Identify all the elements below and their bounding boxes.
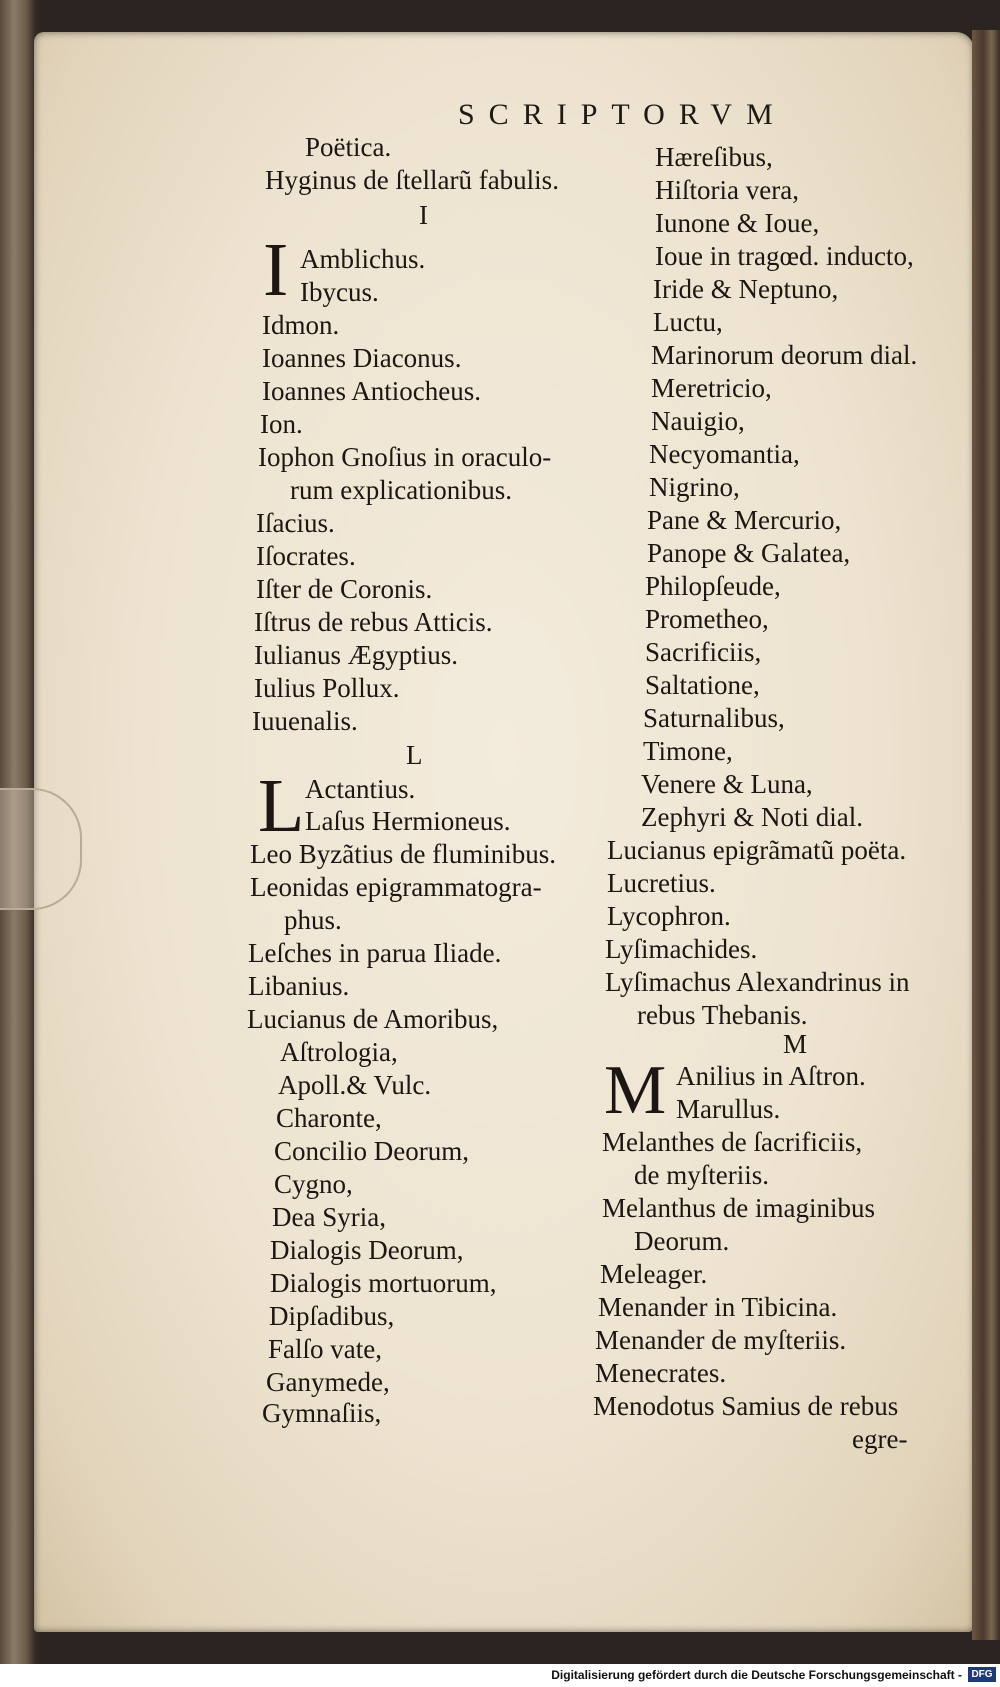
entry-left: Dipſadibus, [269, 1301, 395, 1331]
entry-right: Lucianus epigrãmatũ poëta. [607, 835, 907, 865]
page-clip-shadow [0, 788, 82, 910]
entry-right: Iunone & Ioue, [655, 208, 820, 238]
entry-left: Leſches in parua Iliade. [248, 938, 502, 968]
entry-left: Dea Syria, [272, 1202, 386, 1232]
entry-right: Meretricio, [651, 373, 772, 403]
entry-right: Necyomantia, [649, 439, 800, 469]
entry-left: Iulius Pollux. [254, 673, 400, 703]
entry-right: Pane & Mercurio, [647, 505, 842, 535]
entry-left: Apoll.& Vulc. [278, 1070, 432, 1100]
entry-right: Nigrino, [649, 472, 740, 502]
entry-right: Menander de myſteriis. [595, 1325, 847, 1355]
entry-right: Hæreſibus, [655, 142, 773, 172]
entry-right: Venere & Luna, [641, 769, 813, 799]
section-letter-m: M [783, 1029, 808, 1059]
entry-left: Iophon Gnoſius in oraculo- [258, 442, 552, 472]
entry-left: Charonte, [276, 1103, 382, 1133]
entry-left: Ion. [260, 409, 303, 439]
entry-right: Ioue in tragœd. inducto, [655, 241, 914, 271]
entry-right: Iride & Neptuno, [653, 274, 839, 304]
entry-left: Concilio Deorum, [274, 1136, 469, 1166]
entry-left: Iſocrates. [256, 541, 356, 571]
entry-right: de myſteriis. [634, 1160, 769, 1190]
entry-right: Melanthus de imaginibus [602, 1193, 875, 1223]
entry-right: Sacrificiis, [645, 637, 762, 667]
entry-right: Philopſeude, [645, 571, 781, 601]
entry-right: Deorum. [634, 1226, 730, 1256]
entry-right: rebus Thebanis. [637, 1000, 808, 1030]
entry-left: Falſo vate, [268, 1334, 382, 1364]
entry-right: Lycophron. [607, 901, 731, 931]
entry-right: Timone, [643, 736, 733, 766]
entry-left: Ioannes Antiocheus. [262, 376, 481, 406]
entry-left: Iſacius. [256, 508, 335, 538]
running-header: SCRIPTORVM [458, 98, 787, 131]
entry-left: Laſus Hermioneus. [305, 806, 511, 836]
entry-right: Menander in Tibicina. [598, 1292, 838, 1322]
entry-right: Lyſimachus Alexandrinus in [605, 967, 910, 997]
footer-credit: Digitalisierung gefördert durch die Deutsche Forschungsgemeinschaft - [551, 1668, 962, 1682]
entry-left: Leonidas epigrammatogra- [250, 872, 542, 902]
entry-right: Luctu, [653, 307, 723, 337]
entry-right: Lyſimachides. [605, 934, 758, 964]
entry-left: Cygno, [274, 1169, 353, 1199]
entry-left: Leo Byzãtius de fluminibus. [250, 839, 556, 869]
entry-right: Zephyri & Noti dial. [641, 802, 863, 832]
entry-right: Lucretius. [607, 868, 716, 898]
entry-right: Marinorum deorum dial. [651, 340, 918, 370]
digitization-footer [0, 1664, 1000, 1687]
entry-left: Aſtrologia, [280, 1037, 398, 1067]
drop-cap-l: L [258, 764, 305, 848]
entry-right: Menodotus Samius de rebus [593, 1391, 899, 1421]
entry-right: Prometheo, [645, 604, 769, 634]
entry-right: Menecrates. [595, 1358, 727, 1388]
catchword: egre- [852, 1424, 908, 1454]
entry-left: Dialogis mortuorum, [270, 1268, 497, 1298]
entry-right: Anilius in Aſtron. [676, 1061, 866, 1091]
entry-left: Iſter de Coronis. [256, 574, 433, 604]
entry-left: Libanius. [248, 971, 350, 1001]
entry-right: Marullus. [676, 1094, 781, 1124]
book-binding-edge [972, 30, 1000, 1640]
entry-left: Iſtrus de rebus Atticis. [254, 607, 493, 637]
entry-left: Ganymede, [266, 1367, 390, 1397]
entry-right: Saltatione, [645, 670, 760, 700]
entry-left: Poëtica. [305, 132, 392, 162]
section-letter-l: L [406, 740, 423, 770]
entry-left: Lucianus de Amoribus, [247, 1004, 499, 1034]
entry-left: Iulianus Ægyptius. [254, 640, 459, 670]
entry-right: Hiſtoria vera, [655, 175, 799, 205]
entry-left: Iuuenalis. [252, 706, 358, 736]
entry-left: rum explicationibus. [290, 475, 512, 505]
entry-left: Actantius. [305, 774, 416, 804]
entry-right: Meleager. [600, 1259, 708, 1289]
entry-right: Nauigio, [651, 406, 745, 436]
entry-left: Idmon. [262, 310, 340, 340]
entry-left: Ioannes Diaconus. [262, 343, 462, 373]
section-letter-i: I [419, 200, 428, 230]
entry-left: Gymnaſiis, [262, 1398, 382, 1428]
entry-left: phus. [284, 905, 342, 935]
drop-cap-m: M [604, 1052, 667, 1129]
entry-left: Dialogis Deorum, [270, 1235, 464, 1265]
entry-left: Amblichus. [300, 244, 426, 274]
entry-right: Panope & Galatea, [647, 538, 851, 568]
entry-right: Saturnalibus, [643, 703, 785, 733]
drop-cap-i: I [263, 228, 289, 312]
dfg-logo: DFG [968, 1667, 996, 1682]
entry-right: Melanthes de ſacrificiis, [602, 1127, 863, 1157]
entry-left: Ibycus. [300, 277, 379, 307]
entry-left: Hyginus de ſtellarũ fabulis. [265, 165, 559, 195]
